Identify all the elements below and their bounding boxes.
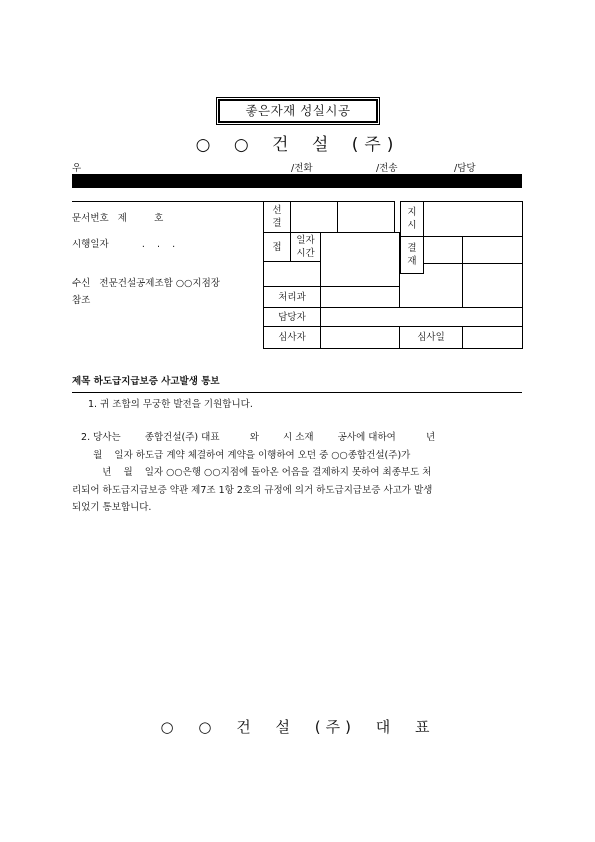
process-label-cell (263, 286, 321, 308)
review-date-label-cell (399, 326, 463, 349)
ilja-label: 일자 (296, 235, 315, 246)
jeop-value-cell (320, 232, 400, 287)
seongyeol-label-cell (263, 201, 291, 233)
approval-block (263, 201, 523, 349)
reference: 참조 (72, 295, 91, 306)
manager-value-cell (320, 307, 523, 327)
subject-divider (72, 392, 522, 393)
body-paragraph-1: 1. 귀 조합의 무궁한 발전을 기원합니다. (88, 399, 253, 410)
process-label: 처리과 (278, 291, 306, 303)
jeop-label-cell (263, 232, 291, 262)
slogan-text: 좋은자재 성실시공 (245, 103, 351, 118)
manager-label-text: 담당자 (278, 311, 306, 323)
reviewer-label-cell (263, 326, 321, 349)
sigan-label: 시간 (296, 248, 315, 259)
reviewer-value-cell (320, 326, 400, 349)
body-line: 되었기 통보합니다. (72, 502, 152, 513)
gyeol-label: 결 (272, 218, 282, 229)
seongyeol-cell-1 (290, 201, 338, 233)
gyeoljae-cell-1 (423, 236, 463, 264)
manager-label: /담당 (454, 163, 476, 174)
postal-label: 우 (72, 163, 82, 174)
body-line: 리되어 하도급지급보증 약관 제7조 1항 2호의 규정에 의거 하도급지급보증 사고가 발생 (72, 484, 433, 496)
ji-label: 지 (407, 207, 417, 218)
body-line: 월 일자 하도급 계약 체결하여 계약을 이행하여 오던 중 ○○종합건설(주)가 (72, 449, 411, 461)
gyeol2-label: 결 (407, 243, 417, 254)
ilja-sigan-cell (290, 232, 321, 262)
reviewer-label: 심사자 (278, 332, 306, 343)
jae-label: 재 (407, 256, 417, 267)
jisi-label-cell (400, 201, 424, 237)
signature-line: ○ ○ 건 설 (주) 대 표 (160, 718, 435, 736)
manager-label-cell (263, 307, 321, 327)
recipient: 수신 전문건설공제조합 ○○지점장 (72, 278, 220, 289)
jisi-cell (423, 201, 523, 237)
jeop-number-cell (263, 261, 321, 287)
slogan-box (218, 99, 378, 123)
review-date-label: 심사일 (417, 332, 445, 343)
body-line: 년 월 일자 ○○은행 ○○지점에 돌아온 어음을 결제하지 못하여 최종부도 처 (72, 467, 432, 478)
body-line: 2. 당사는 종합건설(주) 대표 와 시 소재 공사에 대하여 년 (72, 432, 436, 443)
doc-number: 문서번호 제 호 (72, 213, 164, 224)
seongyeol-cell-2 (337, 201, 395, 233)
subject-line-text: 제목 하도급지급보증 사고발생 통보 (72, 376, 220, 387)
gyeoljae-label-cell (400, 236, 424, 274)
fax-label: /전송 (376, 163, 398, 174)
company-title: ○ ○ 건 설 (주) (195, 135, 400, 155)
si-label: 시 (407, 220, 417, 231)
header-black-bar (72, 174, 522, 188)
info-top-divider (72, 201, 263, 202)
body-paragraph-2 (72, 429, 522, 517)
issue-date: 시행일자 . . . (72, 239, 176, 250)
jeop-label: 접 (272, 241, 282, 253)
process-value-cell (320, 286, 400, 308)
seon-label: 선 (272, 205, 282, 216)
phone-label: /전화 (291, 163, 313, 174)
gyeoljae-cell-2 (462, 236, 523, 264)
review-date-value-cell (462, 326, 523, 349)
